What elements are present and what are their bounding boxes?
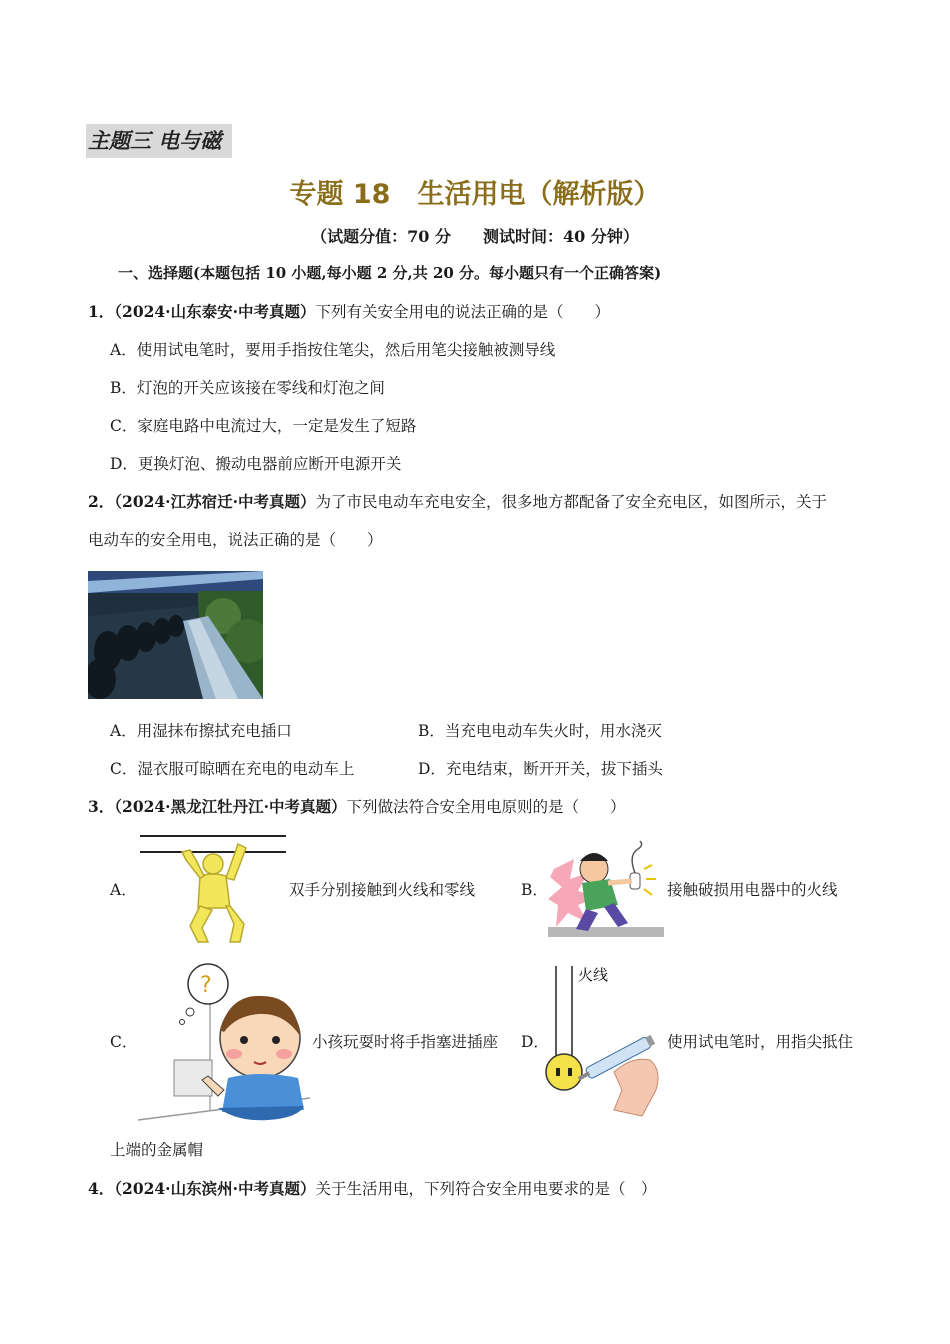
question-source: （2024·山东泰安·中考真题） [114, 302, 316, 321]
q3-option-d-continuation: 上端的金属帽 [110, 1141, 204, 1159]
question-4 [88, 1179, 657, 1199]
q3-option-b-letter: B． [521, 881, 548, 899]
q2-option-b: B．当充电电动车失火时，用水浇灭 [418, 722, 662, 740]
q3-option-d-text: 使用试电笔时，用指尖抵住 [667, 1033, 854, 1051]
question-number: 3． [88, 797, 115, 816]
section-heading: 一、选择题(本题包括 10 小题,每小题 2 分,共 20 分。每小题只有一个正确答案) [118, 264, 662, 282]
question-number: 4． [88, 1179, 115, 1198]
shock-from-broken-appliance-illustration [548, 839, 664, 937]
question-1 [88, 302, 610, 322]
q2-option-a: A．用湿抹布擦拭充电插口 [110, 722, 292, 740]
q2-option-c: C．湿衣服可晾晒在充电的电动车上 [110, 760, 355, 778]
question-source: （2024·黑龙江牡丹江·中考真题） [114, 797, 347, 816]
child-finger-in-socket-illustration [138, 960, 310, 1122]
q3-option-d-letter: D． [521, 1033, 549, 1051]
question-2 [88, 492, 827, 512]
test-pen-usage-illustration [544, 960, 666, 1120]
q1-option-d: D．更换灯泡、搬动电器前应断开电源开关 [110, 455, 402, 473]
q3-option-a-letter: A． [110, 881, 137, 899]
q3-option-c-text: 小孩玩耍时将手指塞进插座 [312, 1033, 499, 1051]
question-stem: 为了市民电动车充电安全，很多地方都配备了安全充电区，如图所示，关于 [315, 493, 827, 511]
charging-area-photo [88, 571, 263, 699]
question-number: 1． [88, 302, 115, 321]
question-source: （2024·山东滨州·中考真题） [114, 1179, 316, 1198]
question-mark-icon: ? [200, 973, 212, 998]
question-stem: 下列做法符合安全用电原则的是（ ） [346, 798, 626, 816]
q3-option-a-text: 双手分别接触到火线和零线 [289, 881, 476, 899]
q1-option-b: B．灯泡的开关应该接在零线和灯泡之间 [110, 379, 385, 397]
question-2-stem-cont: 电动车的安全用电，说法正确的是（ ） [88, 531, 383, 549]
question-stem: 下列有关安全用电的说法正确的是（ ） [315, 303, 610, 321]
question-3 [88, 797, 626, 817]
live-wire-label: 火线 [578, 966, 609, 984]
person-touching-wires-illustration [138, 830, 288, 948]
q1-option-c: C．家庭电路中电流过大，一定是发生了短路 [110, 417, 417, 435]
q2-option-d: D．充电结束，断开开关，拔下插头 [418, 760, 663, 778]
question-number: 2． [88, 492, 115, 511]
question-source: （2024·江苏宿迁·中考真题） [114, 492, 316, 511]
page-title: 专题 18 生活用电（解析版） [289, 179, 661, 210]
q3-option-c-letter: C． [110, 1033, 138, 1051]
q1-option-a: A．使用试电笔时，要用手指按住笔尖，然后用笔尖接触被测导线 [110, 341, 556, 359]
q3-option-b-text: 接触破损用电器中的火线 [667, 881, 838, 899]
topic-tag: 主题三 电与磁 [86, 124, 232, 158]
question-stem: 关于生活用电，下列符合安全用电要求的是（ ） [315, 1180, 657, 1198]
exam-info: （试题分值：70 分 测试时间：40 分钟） [311, 227, 639, 246]
